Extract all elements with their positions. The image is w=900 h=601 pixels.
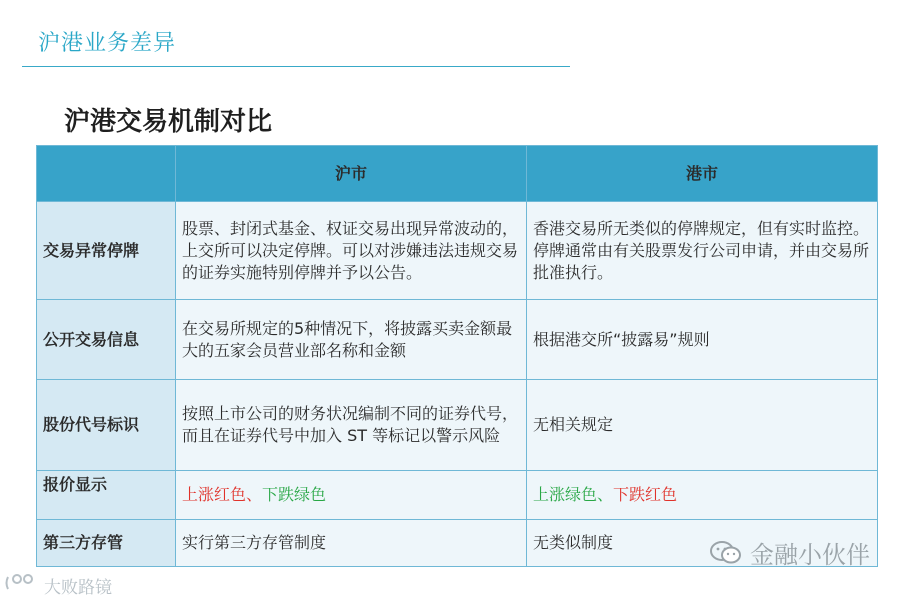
header-cell-shanghai: 沪市 <box>176 146 527 202</box>
hongkong-cell: 无相关规定 <box>527 380 878 471</box>
fall-color-text: 下跌绿色 <box>262 485 327 504</box>
watermark-left <box>4 573 112 598</box>
shanghai-cell: 股票、封闭式基金、权证交易出现异常波动的，上交所可以决定停牌。可以对涉嫌违法违规交易的证券实施特别停牌并予以公告。 <box>176 202 527 300</box>
table-header-row <box>37 146 878 202</box>
hongkong-cell: 香港交易所无类似的停牌规定，但有实时监控。停牌通常由有关股票发行公司申请，并由交易所批准执行。 <box>527 202 878 300</box>
watermark-right <box>710 535 870 570</box>
header-cell-empty <box>37 146 176 202</box>
row-label: 报价显示 <box>37 471 176 520</box>
rise-color-text: 上涨红色、 <box>182 485 263 504</box>
table-row <box>37 202 878 300</box>
fall-color-text: 下跌红色 <box>613 485 678 504</box>
hongkong-cell <box>527 471 878 520</box>
table-row <box>37 380 878 471</box>
wechat-icon <box>710 540 742 566</box>
row-label: 第三方存管 <box>37 520 176 567</box>
hongkong-cell: 无类似制度 <box>527 520 878 567</box>
watermark-right-text: 金融小伙伴 <box>750 541 870 569</box>
row-label: 交易异常停牌 <box>37 202 176 300</box>
header-cell-hongkong: 港市 <box>527 146 878 202</box>
shanghai-cell: 按照上市公司的财务状况编制不同的证券代号，而且在证券代号中加入 ST 等标记以警示风险 <box>176 380 527 471</box>
logo-icon <box>4 573 40 598</box>
shanghai-cell <box>176 471 527 520</box>
table-row <box>37 300 878 380</box>
hongkong-cell: 根据港交所“披露易”规则 <box>527 300 878 380</box>
table-row <box>37 471 878 520</box>
rise-color-text: 上涨绿色、 <box>533 485 614 504</box>
header-divider <box>22 66 570 67</box>
shanghai-cell: 实行第三方存管制度 <box>176 520 527 567</box>
row-label: 公开交易信息 <box>37 300 176 380</box>
header-title: 沪港业务差异 <box>38 31 177 56</box>
shanghai-cell: 在交易所规定的5种情况下，将披露买卖金额最大的五家会员营业部名称和金额 <box>176 300 527 380</box>
page-title: 沪港交易机制对比 <box>64 107 273 137</box>
comparison-table <box>36 145 878 567</box>
row-label: 股份代号标识 <box>37 380 176 471</box>
watermark-left-text: 大败路镜 <box>44 578 112 598</box>
